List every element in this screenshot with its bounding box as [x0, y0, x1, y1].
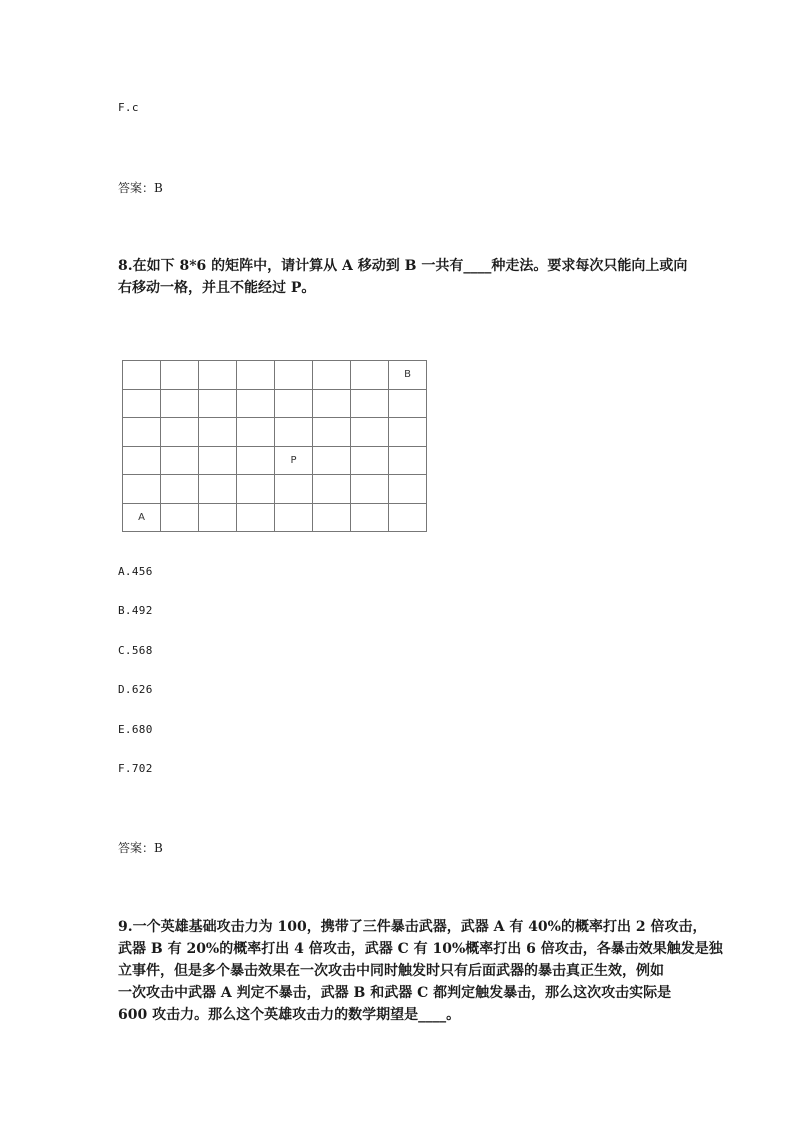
q9-text-line-5: 600 攻击力。那么这个英雄攻击力的数学期望是____。: [118, 1007, 461, 1023]
q8-option-b: B.492: [118, 604, 153, 617]
q8-option-c: C.568: [118, 644, 153, 657]
grid-cell-p: P: [275, 446, 313, 475]
q8-option-e: E.680: [118, 723, 153, 736]
q8-option-d: D.626: [118, 683, 153, 696]
matrix-grid: [122, 360, 427, 532]
q9-text-line-1: 9.一个英雄基础攻击力为 100，携带了三件暴击武器，武器 A 有 40%的概率打出 2 倍攻击，: [118, 919, 707, 935]
prev-answer: 答案：B: [118, 181, 163, 195]
grid-cell-a: A: [123, 503, 161, 532]
q8-option-f: F.702: [118, 762, 153, 775]
q8-text-line-2: 右移动一格，并且不能经过 P。: [118, 280, 316, 296]
q8-answer: 答案：B: [118, 841, 163, 855]
prev-option-f: F.c: [118, 101, 139, 114]
q9-text-line-4: 一次攻击中武器 A 判定不暴击，武器 B 和武器 C 都判定触发暴击，那么这次攻击实际是: [118, 985, 672, 1001]
q9-text-line-2: 武器 B 有 20%的概率打出 4 倍攻击，武器 C 有 10%概率打出 6 倍攻击，各暴击效果触发是独: [118, 941, 723, 957]
q8-option-a: A.456: [118, 565, 153, 578]
q8-text-line-1: 8.在如下 8*6 的矩阵中，请计算从 A 移动到 B 一共有____种走法。要求每次只能向上或向: [118, 258, 688, 274]
q9-text-line-3: 立事件，但是多个暴击效果在一次攻击中同时触发时只有后面武器的暴击真正生效，例如: [118, 963, 664, 979]
grid-cell-b: B: [389, 361, 427, 390]
